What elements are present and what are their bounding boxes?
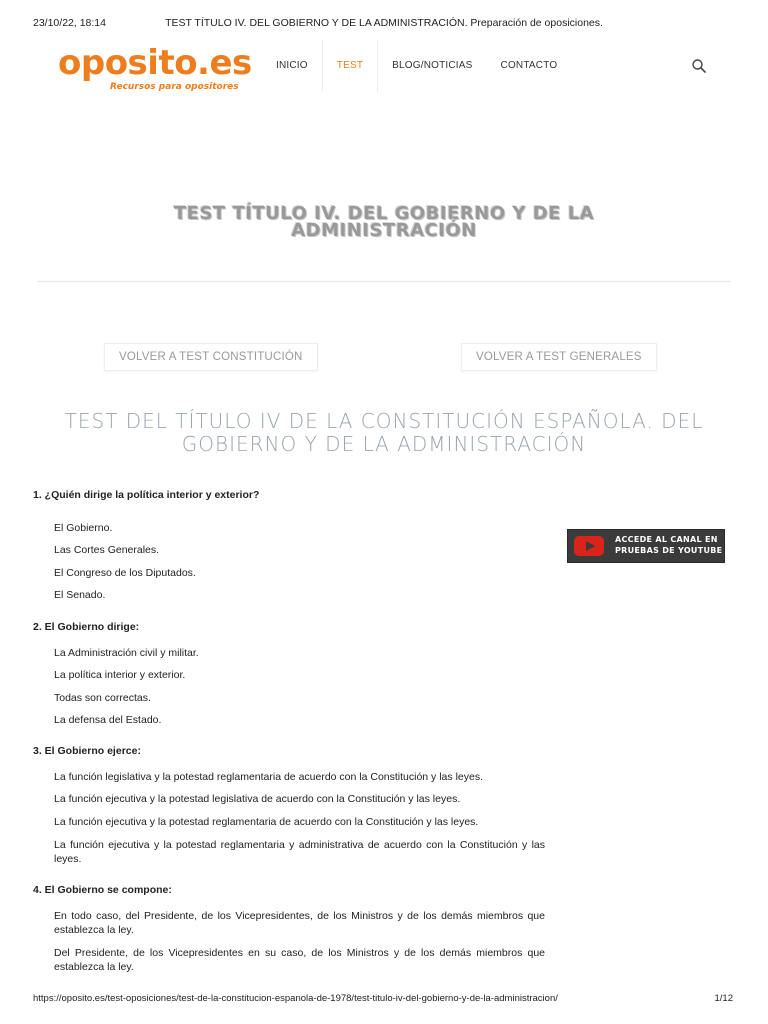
nav-item-inicio[interactable]: INICIO — [276, 60, 308, 71]
back-to-constitucion-test-button[interactable]: VOLVER A TEST CONSTITUCIÓN — [104, 343, 318, 371]
answer-option[interactable]: El Gobierno. — [54, 522, 113, 534]
site-logo[interactable] — [58, 43, 252, 92]
answer-option[interactable]: Todas son correctas. — [54, 692, 151, 704]
answer-option[interactable]: Las Cortes Generales. — [54, 544, 160, 556]
site-header — [0, 40, 768, 100]
section-title: TEST DEL TÍTULO IV DE LA CONSTITUCIÓN ESPAÑOLA. DEL GOBIERNO Y DE LA ADMINISTRACIÓN — [64, 409, 704, 456]
nav-item-contacto[interactable]: CONTACTO — [500, 60, 558, 71]
answer-option[interactable]: La función ejecutiva y la potestad legislativa de acuerdo con la Constitución y las leyes. — [54, 793, 461, 805]
print-page-number: 1/12 — [714, 993, 733, 1004]
answer-option[interactable]: La defensa del Estado. — [54, 714, 162, 726]
answer-option[interactable]: La función ejecutiva y la potestad reglamentaria de acuerdo con la Constitución y las leyes. — [54, 816, 479, 828]
question-1: 1. ¿Quién dirige la política interior y exterior? — [33, 489, 260, 501]
back-to-generales-test-button[interactable]: VOLVER A TEST GENERALES — [461, 343, 657, 371]
print-document-title: TEST TÍTULO IV. DEL GOBIERNO Y DE LA ADMINISTRACIÓN. Preparación de oposiciones. — [165, 17, 603, 29]
logo-tagline: Recursos para opositores — [110, 82, 239, 92]
youtube-channel-banner[interactable] — [567, 529, 725, 563]
answer-option[interactable]: La política interior y exterior. — [54, 669, 186, 681]
answer-option[interactable]: En todo caso, del Presidente, de los Vicepresidentes, de los Ministros y de los demás miembros que establezca la ley. — [54, 910, 545, 936]
question-3: 3. El Gobierno ejerce: — [33, 745, 141, 757]
answer-option[interactable]: La función ejecutiva y la potestad reglamentaria y administrativa de acuerdo con la Constitución y las leyes. — [54, 839, 545, 865]
hero-title: TEST TÍTULO IV. DEL GOBIERNO Y DE LA ADMINISTRACIÓN — [173, 203, 595, 241]
nav-item-blog-noticias[interactable]: BLOG/NOTICIAS — [392, 60, 473, 71]
answer-option[interactable]: El Congreso de los Diputados. — [54, 567, 196, 579]
logo-brand: oposito.es — [58, 43, 252, 83]
hero-divider — [37, 281, 731, 282]
nav-item-test[interactable]: TEST — [322, 40, 378, 92]
answer-option[interactable]: Del Presidente, de los Vicepresidentes en su caso, de los Ministros y de los demás miembros que establezca la ley. — [54, 947, 545, 973]
youtube-banner-text: ACCEDE AL CANAL EN PRUEBAS DE YOUTUBE — [615, 535, 723, 555]
print-date: 23/10/22, 18:14 — [33, 17, 106, 29]
play-icon — [574, 536, 604, 556]
print-header — [0, 0, 768, 30]
question-2: 2. El Gobierno dirige: — [33, 621, 140, 633]
question-4: 4. El Gobierno se compone: — [33, 884, 172, 896]
answer-option[interactable]: El Senado. — [54, 589, 106, 601]
answer-option[interactable]: La Administración civil y militar. — [54, 647, 199, 659]
main-nav — [262, 40, 571, 92]
answer-option[interactable]: La función legislativa y la potestad reglamentaria de acuerdo con la Constitución y las leyes. — [54, 771, 483, 783]
search-icon[interactable] — [691, 58, 707, 74]
print-url: https://oposito.es/test-oposiciones/test-de-la-constitucion-espanola-de-1978/test-titulo-iv-del-gobierno-y-de-la-administracion/ — [33, 993, 558, 1004]
